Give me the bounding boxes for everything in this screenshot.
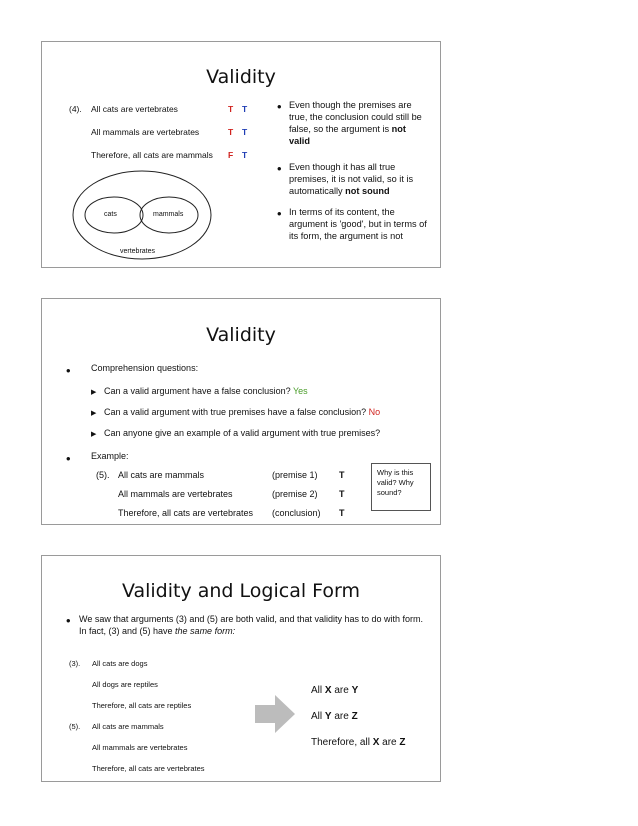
arg5-line-1: All cats are mammals: [92, 722, 164, 731]
right-arrow-icon: [255, 695, 295, 733]
example-premise-1: All cats are mammals: [118, 470, 205, 480]
example-role-1: (premise 1): [272, 470, 318, 480]
conclusion: Therefore, all cats are mammals: [91, 150, 213, 160]
slide-title: Validity: [206, 66, 276, 88]
bullet-dot: •: [277, 206, 282, 221]
question-3: Can anyone give an example of a valid argument with true premises?: [104, 428, 381, 438]
example-conclusion: Therefore, all cats are vertebrates: [118, 508, 254, 518]
comprehension-heading: Comprehension questions:: [91, 363, 199, 373]
bullet-dot: •: [66, 363, 71, 378]
arg5-line-3: Therefore, all cats are vertebrates: [92, 764, 205, 773]
bullet-dot: •: [277, 161, 282, 176]
triangle-bullet-icon: ▶: [91, 431, 97, 438]
example-heading: Example:: [91, 451, 129, 461]
venn-outer-circle: [73, 171, 211, 259]
arg3-line-2: All dogs are reptiles: [92, 680, 158, 689]
bullet-text-3: In terms of its content, the argument is 'good', but in terms of its form, the argument is not: [289, 207, 427, 241]
not-sound-label: not sound: [345, 186, 390, 196]
form-line-3: Therefore, all X are Z: [311, 737, 406, 748]
premise-1: All cats are vertebrates: [91, 104, 178, 114]
not-valid-label: not valid: [289, 124, 406, 146]
form-line-1: All X are Y: [311, 685, 359, 696]
answer-no: No: [368, 407, 381, 417]
bullet-dot: •: [66, 451, 71, 466]
same-form-phrase: the same form:: [175, 626, 236, 636]
premise-2: All mammals are vertebrates: [91, 127, 200, 137]
example-role-2: (premise 2): [272, 489, 318, 499]
slide-validity-1: [41, 41, 441, 268]
arg3-line-1: All cats are dogs: [92, 659, 148, 668]
slide-title: Validity: [206, 324, 276, 346]
example-value-2: T: [339, 489, 345, 499]
truth-value: T: [242, 127, 248, 137]
arg3-number: (3).: [69, 659, 81, 668]
example-value-1: T: [339, 470, 345, 480]
arg5-number: (5).: [69, 722, 81, 731]
example-role-3: (conclusion): [272, 508, 321, 518]
question-1: Can a valid argument have a false conclusion? Yes: [104, 386, 308, 396]
venn-label-mammals: mammals: [153, 211, 184, 218]
truth-value: T: [228, 127, 234, 137]
venn-label-cats: cats: [104, 211, 117, 218]
slide-logical-form: [41, 555, 441, 782]
example-value-3: T: [339, 508, 345, 518]
intro-text: We saw that arguments (3) and (5) are both valid, and that validity has to do with form. In fact, (3) and (5) have the same form:: [79, 614, 424, 636]
truth-value: F: [228, 150, 234, 160]
arg5-line-2: All mammals are vertebrates: [92, 743, 188, 752]
answer-yes: Yes: [292, 386, 308, 396]
truth-value: T: [242, 104, 248, 114]
example-premise-2: All mammals are vertebrates: [118, 489, 233, 499]
arg3-line-3: Therefore, all cats are reptiles: [92, 701, 192, 710]
truth-value: T: [242, 150, 248, 160]
argument-number: (4).: [69, 104, 82, 114]
triangle-bullet-icon: ▶: [91, 389, 97, 396]
bullet-text-1: Even though the premises are true, the conclusion could still be false, so the argument is not valid: [289, 100, 422, 146]
bullet-dot: •: [66, 613, 71, 628]
truth-value: T: [228, 104, 234, 114]
venn-label-vertebrates: vertebrates: [120, 248, 156, 255]
slide-validity-2: [41, 298, 441, 525]
slide-title: Validity and Logical Form: [121, 580, 361, 602]
form-line-2: All Y are Z: [311, 711, 358, 722]
bullet-text-2: Even though it has all true premises, it is not valid, so it is automatically not sound: [289, 162, 414, 196]
example-number: (5).: [96, 470, 110, 480]
note-box: Why is this valid? Why sound?: [371, 463, 431, 511]
triangle-bullet-icon: ▶: [91, 410, 97, 417]
question-2: Can a valid argument with true premises have a false conclusion? No: [104, 407, 381, 417]
bullet-dot: •: [277, 99, 282, 114]
